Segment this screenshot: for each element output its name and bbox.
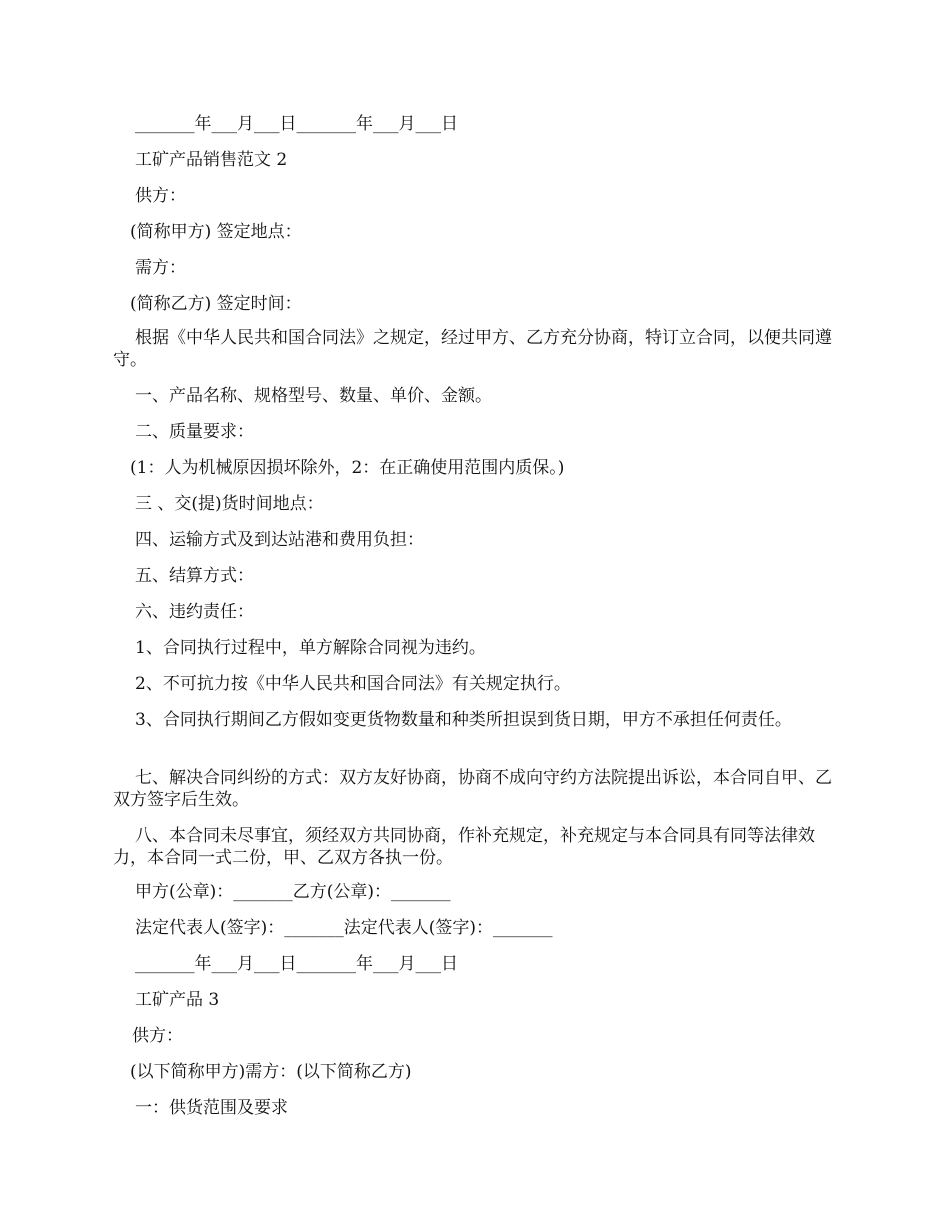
- clause-6-item-1: 1、合同执行过程中，单方解除合同视为违约。: [135, 638, 486, 658]
- supplier-label-3: 供方：: [132, 1026, 183, 1046]
- clause-2-detail: (1：人为机械原因损坏除外，2：在正确使用范围内质保。): [130, 458, 565, 478]
- supplier-label: 供方：: [135, 186, 186, 206]
- clause-1: 一、产品名称、规格型号、数量、单价、金额。: [135, 386, 492, 406]
- parties-line-3: (以下简称甲方)需方：(以下简称乙方): [130, 1062, 412, 1082]
- clause-6-item-2: 2、不可抗力按《中华人民共和国合同法》有关规定执行。: [135, 674, 571, 694]
- seal-line: 甲方(公章)：_______乙方(公章)：_______: [135, 882, 451, 902]
- clause-4: 四、运输方式及到达站港和费用负担：: [135, 530, 424, 550]
- clause-8: 八、本合同未尽事宜，须经双方共同协商，作补充规定，补充规定与本合同具有同等法律效力，本合同一式二份，甲、乙双方各执一份。: [113, 826, 815, 868]
- party-b-time: (简称乙方) 签定时间：: [130, 294, 302, 314]
- clause-6: 六、违约责任：: [135, 602, 254, 622]
- date-line-bottom: _______年___月___日_______年___月___日: [135, 954, 458, 974]
- signature-line: 法定代表人(签字)：_______法定代表人(签字)：_______: [135, 918, 553, 938]
- date-line-top: _______年___月___日_______年___月___日: [135, 114, 458, 134]
- clause-3: 三 、交(提)货时间地点：: [135, 494, 324, 514]
- section-title-3: 工矿产品 3: [135, 990, 220, 1010]
- section-title-2: 工矿产品销售范文 2: [135, 150, 288, 170]
- party-a-location: (简称甲方) 签定地点：: [130, 222, 302, 242]
- clause-6-item-3: 3、合同执行期间乙方假如变更货物数量和种类所担误到货日期，甲方不承担任何责任。: [135, 710, 792, 730]
- clause-7: 七、解决合同纠纷的方式：双方友好协商，协商不成向守约方法院提出诉讼，本合同自甲、乙双方签字后生效。: [113, 768, 832, 810]
- preamble-paragraph: 根据《中华人民共和国合同法》之规定，经过甲方、乙方充分协商，特订立合同，以便共同遵守。: [113, 328, 832, 370]
- supply-scope-heading: 一：供货范围及要求: [135, 1098, 288, 1118]
- buyer-label: 需方：: [135, 258, 186, 278]
- clause-5: 五、结算方式：: [135, 566, 254, 586]
- clause-2: 二、质量要求：: [135, 422, 254, 442]
